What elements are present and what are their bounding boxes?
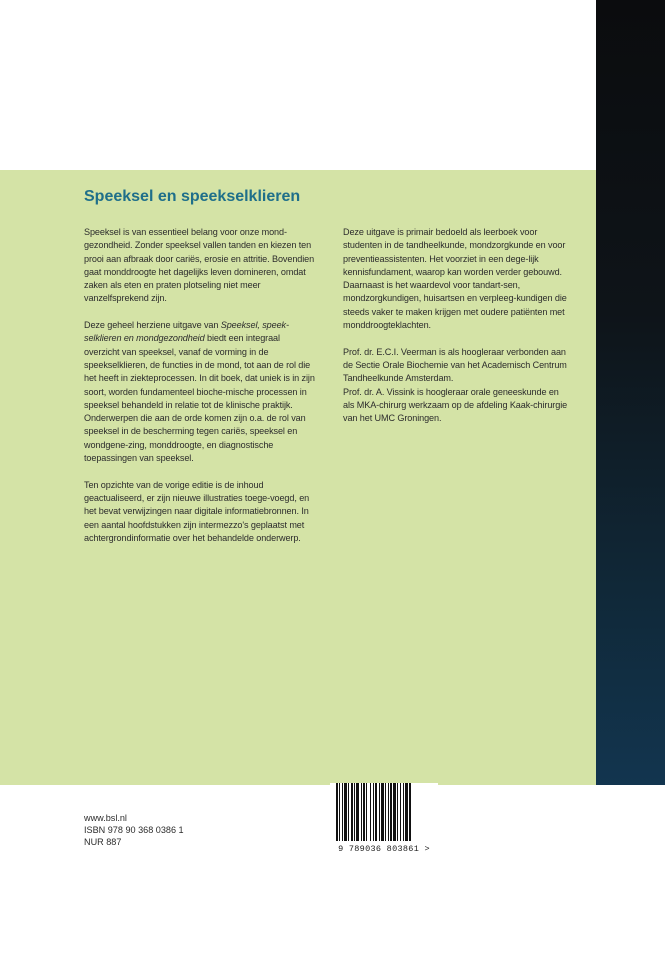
right-column — [343, 226, 571, 439]
barcode — [330, 783, 438, 867]
barcode-bar — [393, 783, 396, 841]
barcode-bar — [405, 783, 408, 841]
barcode-bar — [348, 783, 349, 841]
barcode-bar — [379, 783, 380, 841]
barcode-bar — [361, 783, 362, 841]
paragraph-intro: Speeksel is van essentieel belang voor onze mond-gezondheid. Zonder speeksel vallen tanden en kiezen ten prooi aan afbraak door cariës, erosie en attritie. Bovendien gaat monddroogte het dagelijks leven domineren, omdat zaken als eten en praten plotseling niet meer vanzelfsprekend zijn. — [84, 227, 315, 304]
barcode-bar — [400, 783, 401, 841]
barcode-number: 9 789036 803861 > — [338, 844, 430, 854]
paragraph-authors — [343, 346, 571, 426]
barcode-bar — [375, 783, 377, 841]
overview-text-rest: biedt een integraal overzicht van speeksel, vanaf de vorming in de speekselklieren, de functies in de mond, tot aan de rol die het heeft in ziekteprocessen. In dit boek, dat uniek is in zijn soort, worden fundamenteel bioche-mische processen in speeksel behandeld in relatie tot de klinische praktijk. Onderwerpen die aan de orde komen zijn o.a. de rol van speeksel in de bescherming tegen cariës, speeksel en wondgene-zing, monddroogte, en diagnostische toepassingen van speeksel. — [84, 333, 315, 464]
barcode-bar — [390, 783, 392, 841]
nur-code: NUR 887 — [84, 837, 122, 848]
website-link[interactable]: www.bsl.nl — [84, 813, 127, 823]
paragraph-overview — [84, 319, 316, 465]
barcode-bar — [403, 783, 404, 841]
barcode-bars-icon — [336, 783, 432, 841]
overview-text-start: Deze geheel herziene uitgave van — [84, 320, 221, 331]
barcode-bar — [363, 783, 365, 841]
barcode-bar — [366, 783, 367, 841]
barcode-bar — [409, 783, 411, 841]
previous-title: Speeksel, speek-selklieren en mondgezondheid — [84, 320, 289, 344]
spine-strip — [596, 0, 665, 785]
barcode-bar — [354, 783, 355, 841]
left-column — [84, 226, 316, 558]
barcode-bar — [351, 783, 353, 841]
barcode-bar — [381, 783, 384, 841]
barcode-bar — [370, 783, 371, 841]
barcode-bar — [373, 783, 374, 841]
paragraph-audience: Deze uitgave is primair bedoeld als leerboek voor studenten in de tandheelkunde, mondzorgkunde en voor preventieassistenten. Het voorziet in een dege-lijk kennisfundament, waarop kan worden verder gebouwd. Daarnaast is het waardevol voor tandart-sen, mondzorgkundigen, huisartsen en verpleeg-kundigen die steeds vaker te maken krijgen met oudere patiënten met monddroogteklachten. — [343, 227, 567, 331]
barcode-bar — [344, 783, 347, 841]
author-vissink: Prof. dr. A. Vissink is hoogleraar orale geneeskunde en als MKA-chirurg werkzaam op de afdeling Kaak-chirurgie van het UMC Groningen. — [343, 386, 568, 424]
barcode-bar — [339, 783, 340, 841]
barcode-bar — [388, 783, 389, 841]
barcode-bar — [342, 783, 343, 841]
barcode-bar — [356, 783, 359, 841]
publication-info — [84, 812, 184, 849]
author-veerman: Prof. dr. E.C.I. Veerman is als hoogleraar verbonden aan de Sectie Orale Biochemie van het Academisch Centrum Tandheelkunde Amsterdam. — [343, 346, 567, 384]
barcode-bar — [397, 783, 398, 841]
book-title: Speeksel en speekselklieren — [84, 188, 301, 205]
paragraph-edition: Ten opzichte van de vorige editie is de inhoud geactualiseerd, er zijn nieuwe illustraties toege-voegd, en het bevat verwijzingen naar digitale informatiebronnen. In een aantal hoofdstukken zijn intermezzo's geplaatst met achtergrondinformatie over het behandelde onderwerp. — [84, 479, 310, 543]
isbn: ISBN 978 90 368 0386 1 — [84, 825, 184, 836]
barcode-bar — [336, 783, 338, 841]
barcode-bar — [385, 783, 386, 841]
